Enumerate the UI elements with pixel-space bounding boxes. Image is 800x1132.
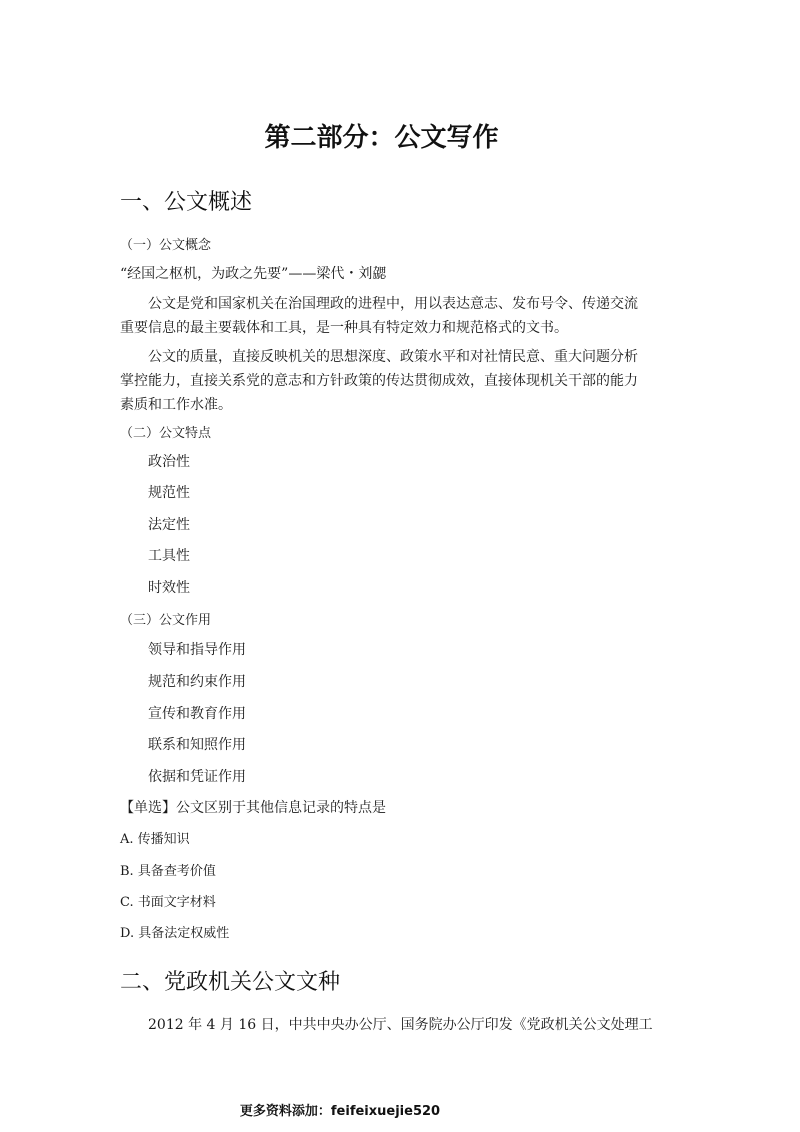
subheading-features: （二）公文特点 bbox=[120, 426, 212, 441]
list-item: 宣传和教育作用 bbox=[148, 706, 246, 722]
list-item: 规范性 bbox=[148, 485, 190, 501]
paragraph-definition: 公文是党和国家机关在治国理政的进程中，用以表达意志、发布号令、传递交流重要信息的最主要载体和工具，是一种具有特定效力和规范格式的文书。 bbox=[120, 296, 638, 336]
subheading-concept: （一）公文概念 bbox=[120, 238, 212, 253]
list-item: 联系和知照作用 bbox=[148, 737, 246, 753]
list-item: 法定性 bbox=[148, 517, 190, 533]
option-b: B. 具备查考价值 bbox=[120, 864, 216, 879]
option-a: A. 传播知识 bbox=[120, 832, 190, 847]
list-item: 政治性 bbox=[148, 454, 190, 470]
paragraph-doc-types: 2012 年 4 月 16 日，中共中央办公厅、国务院办公厅印发《党政机关公文处理工 bbox=[148, 1017, 653, 1033]
option-c: C. 书面文字材料 bbox=[120, 895, 216, 910]
footer-note: 更多资料添加：feifeixuejie520 bbox=[239, 1104, 441, 1119]
quote-line: “经国之枢机，为政之先要”——梁代・刘勰 bbox=[120, 266, 387, 282]
list-item: 工具性 bbox=[148, 548, 190, 564]
section-heading-doc-types: 二、党政机关公文文种 bbox=[120, 970, 341, 995]
paragraph-quality: 公文的质量，直接反映机关的思想深度、政策水平和对社情民意、重大问题分析掌控能力，直接关系党的意志和方针政策的传达贯彻成效，直接体现机关干部的能力素质和工作水准。 bbox=[120, 349, 638, 413]
option-d: D. 具备法定权威性 bbox=[120, 926, 230, 941]
list-item: 规范和约束作用 bbox=[148, 674, 246, 690]
list-item: 时效性 bbox=[148, 580, 190, 596]
list-item: 领导和指导作用 bbox=[148, 642, 246, 658]
page-title: 第二部分：公文写作 bbox=[264, 123, 499, 153]
section-heading-overview: 一、公文概述 bbox=[120, 190, 253, 215]
list-item: 依据和凭证作用 bbox=[148, 769, 246, 785]
subheading-functions: （三）公文作用 bbox=[120, 613, 212, 628]
question-text: 【单选】公文区别于其他信息记录的特点是 bbox=[120, 800, 386, 816]
